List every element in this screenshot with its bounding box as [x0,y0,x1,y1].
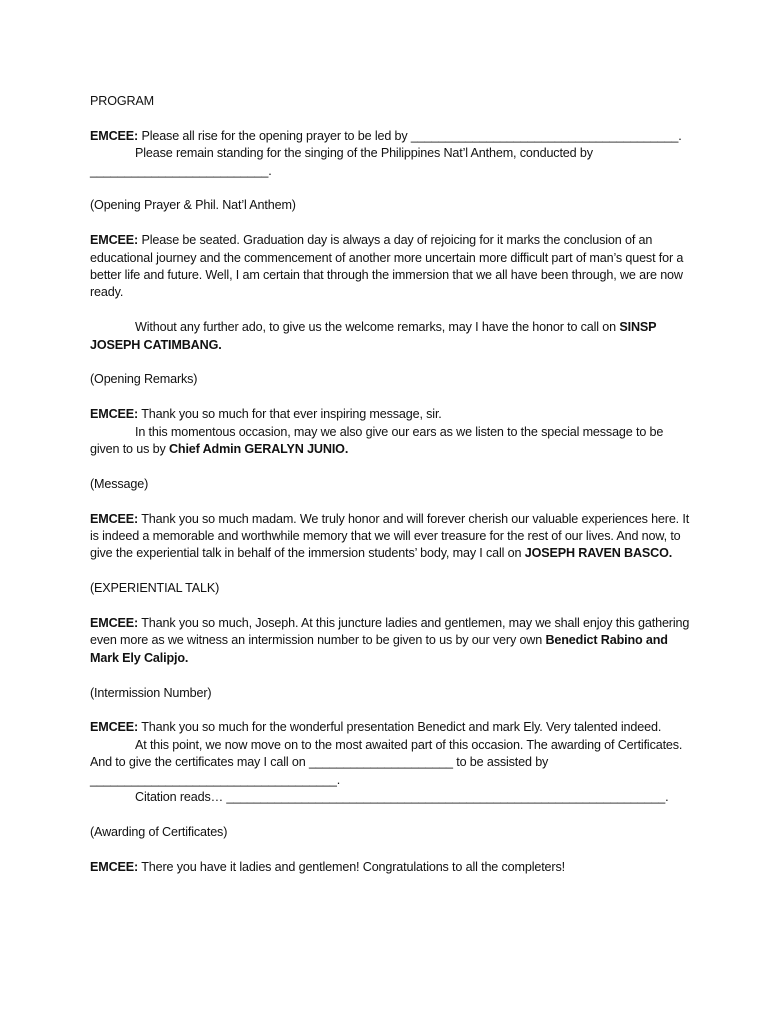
cue-intermission: (Intermission Number) [90,685,212,700]
punctuation: . [665,790,669,805]
emcee-text: Please remain standing for the singing of the Philippines Nat’l Anthem, conducted by [135,146,593,161]
emcee-text: Thank you so much madam. We truly honor and will forever cherish our valuable experiences here. It is indeed a memorable and worthwhile memory that we will ever treasure for the rest of our lives. And now, to give the experiential talk in behalf of the immersion students’ body, may I call on [90,511,693,561]
emcee-text: Thank you so much for the wonderful presentation Benedict and mark Ely. Very talented indeed. [138,720,662,735]
emcee-text: Without any further ado, to give us the welcome remarks, may I have the honor to call on [135,320,620,335]
emcee-label: EMCEE: [90,616,139,631]
emcee-text: Thank you so much, Joseph. At this juncture ladies and gentlemen, may we shall enjoy this gathering even more as we witness an intermission number to be given to us by our very own [90,616,693,648]
emcee-special-message [90,424,690,459]
speaker-name: SINSP JOSEPH CATIMBANG. [90,320,660,352]
emcee-text: There you have it ladies and gentlemen! Congratulations to all the completers! [138,859,565,874]
cue-experiential-talk: (EXPERIENTIAL TALK) [90,581,220,596]
program-title: PROGRAM [90,94,155,108]
citation-line [90,789,690,806]
emcee-opening-prayer [90,128,690,145]
cue-anthem: (Opening Prayer & Phil. Nat’l Anthem) [90,198,296,213]
indent [90,425,135,439]
anthem-blank-line [90,163,690,180]
blank-line: _______________________________________ [410,128,679,143]
blank-line: ____________________________________ [90,772,337,787]
emcee-label: EMCEE: [90,407,139,422]
emcee-thanks-presentation [90,719,690,736]
emcee-text: At this point, we now move on to the most awaited part of this occasion. The awarding of Certificates. And to give the certificates may I call on [90,737,685,770]
speaker-name: Chief Admin GERALYN JUNIO. [168,442,349,457]
document-page [90,93,693,876]
emcee-label: EMCEE: [90,128,139,143]
emcee-label: EMCEE: [90,720,139,735]
emcee-label: EMCEE: [90,859,139,874]
cue-awarding: (Awarding of Certificates) [90,824,228,839]
emcee-text: Thank you so much for that ever inspiring message, sir. [138,407,442,422]
emcee-label: EMCEE: [90,233,139,248]
emcee-text: Please all rise for the opening prayer to be led by [138,128,411,143]
cue-opening-remarks: (Opening Remarks) [90,372,198,387]
emcee-awarding [90,737,690,772]
emcee-text: to be assisted by [452,755,549,770]
assisted-by-blank-line [90,772,690,789]
emcee-text: In this momentous occasion, may we also give our ears as we listen to the special message to be given to us by [90,424,667,457]
emcee-label: EMCEE: [90,511,139,526]
emcee-intermission [90,615,693,667]
emcee-anthem [90,145,690,162]
blank-line: _____________________ [308,755,453,770]
emcee-thanks-sir [90,406,690,423]
emcee-text: Please be seated. Graduation day is always a day of rejoicing for it marks the conclusion of an educational journey and the commencement of another more uncertain more difficult part of man’s quest for a better life and future. Well, I am certain that through the immersion that we all have been through, we are now ready. [90,233,687,300]
emcee-closing [90,859,690,876]
punctuation: . [336,772,341,787]
emcee-text: Citation reads… [135,790,227,805]
indent [90,738,135,752]
cue-message: (Message) [90,476,149,491]
indent [90,320,135,334]
punctuation: . [678,128,682,143]
emcee-experiential-talk [90,511,693,563]
performer-names: Benedict Rabino and Mark Ely Calipjo. [90,633,672,665]
emcee-graduation [90,232,690,302]
emcee-welcome-remarks [90,319,690,354]
blank-line: __________________________ [90,163,269,178]
speaker-name: JOSEPH RAVEN BASCO. [524,546,673,561]
punctuation: . [268,163,272,178]
blank-line: ________________________________________________________________ [226,790,666,805]
